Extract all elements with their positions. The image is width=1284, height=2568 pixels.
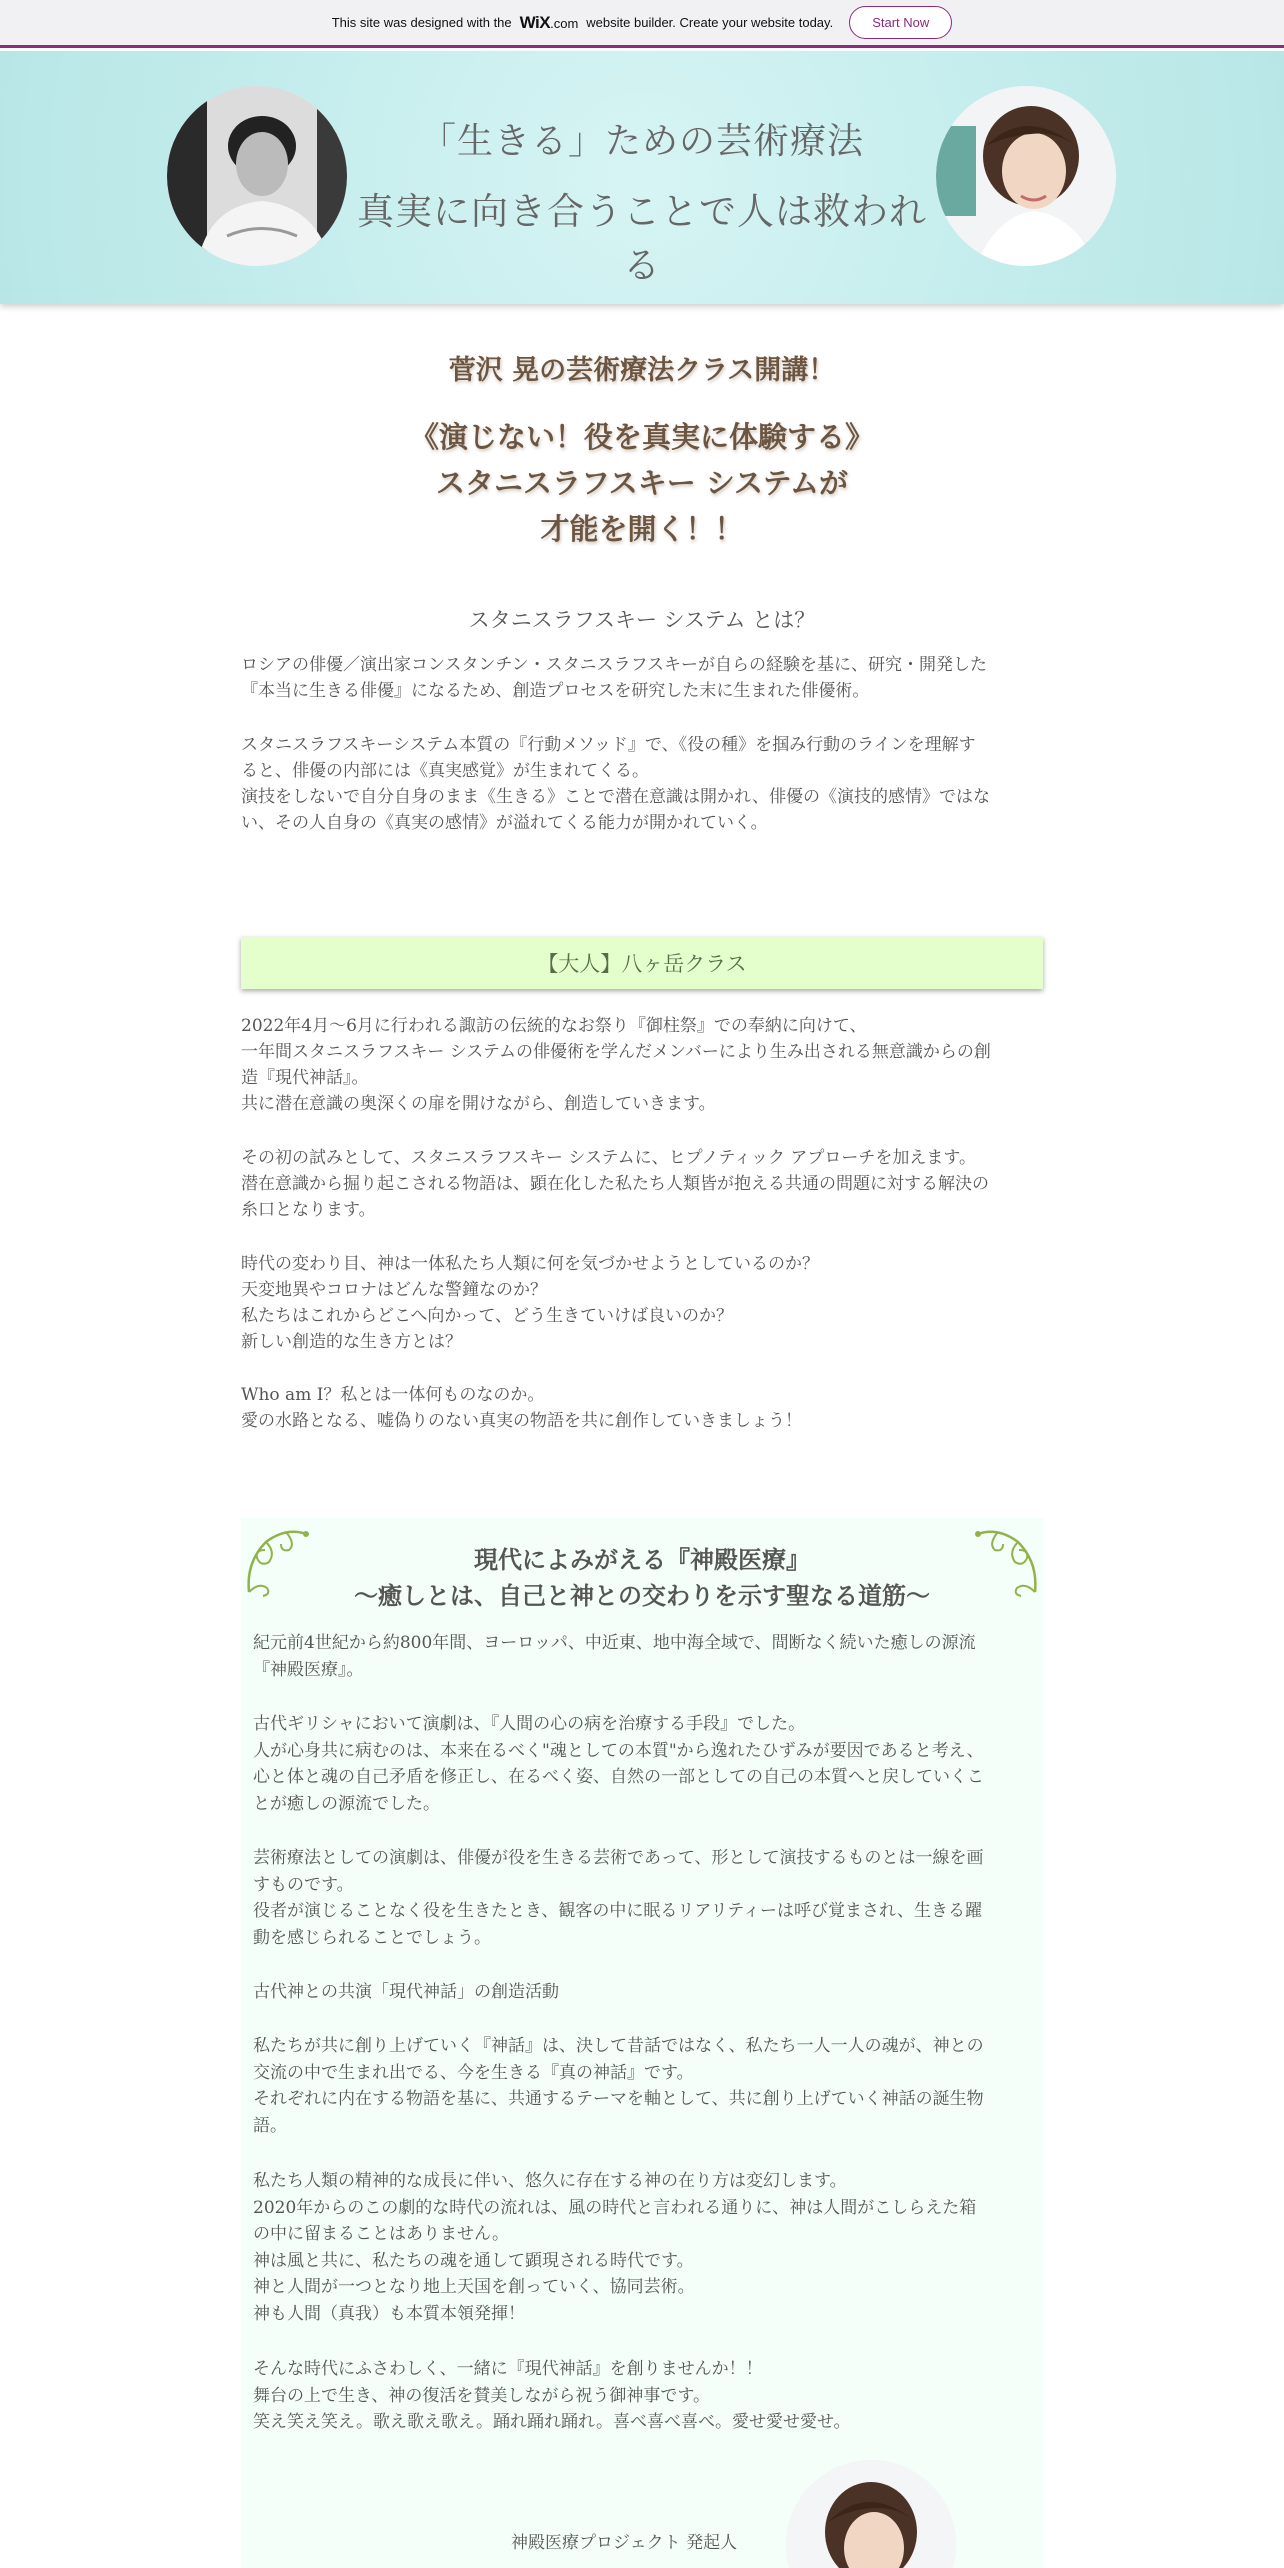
- founder-portrait-right: [936, 86, 1116, 266]
- about-paragraph-2: スタニスラフスキーシステム本質の『行動メソッド』で、《役の種》を掴み行動のラインを理解す ると、俳優の内部には《真実感覚》が生まれてくる。 演技をしないで自分自身のまま《生きる》ことで潜在意識は開かれ、俳優の《演技的感情》ではな い、その人自身の《真実の感情》が溢れてくる能力が開かれていく。: [241, 735, 991, 833]
- wix-banner-text-after: website builder. Create your website today.: [586, 15, 834, 30]
- wix-banner: [0, 0, 1284, 48]
- temple-paragraph-4: 古代神との共演「現代神話」の創造活動: [253, 1982, 559, 2002]
- temple-title: 現代によみがえる『神殿医療』: [474, 1545, 810, 1574]
- intro-tagline: [0, 414, 1284, 552]
- temple-paragraph-5: 私たちが共に創り上げていく『神話』は、決して昔話ではなく、私たち一人一人の魂が、神との 交流の中で生まれ出でる、今を生きる『真の神話』です。 それぞれに内在する物語を基に、共通するテーマを軸として、共に創り上げていく神話の誕生物 語。: [253, 2036, 984, 2136]
- tagline-line: 《演じない！役を真実に体験する》: [409, 420, 874, 454]
- temple-paragraph-2: 古代ギリシャにおいて演劇は、『人間の心の病を治療する手段』でした。 人が心身共に病むのは、本来在るべく"魂としての本質"から逸れたひずみが要因であると考え、 心と体と魂の自己矛盾を修正し、在るべく姿、自然の一部としての自己の本質へと戻していくこ とが癒しの源流でした。: [253, 1714, 984, 1814]
- founder-portrait-small: [786, 2460, 956, 2568]
- temple-medicine-section: [241, 1518, 1043, 2568]
- site-header: [0, 51, 1284, 304]
- class-paragraph-1: 2022年4月〜6月に行われる諏訪の伝統的なお祭り『御柱祭』での奉納に向けて、 一年間スタニスラフスキー システムの俳優術を学んだメンバーにより生み出される無意識からの創 造『現代神話』。 共に潜在意識の奥深くの扉を開けながら、創造していきます。: [241, 1016, 991, 1114]
- founder-caption: 神殿医療プロジェクト 発起人: [511, 2533, 738, 2553]
- intro-title: 菅沢 晃の芸術療法クラス開講！: [448, 355, 836, 386]
- temple-subtitle: 〜癒しとは、自己と神との交わりを示す聖なる道筋〜: [354, 1581, 930, 1610]
- about-paragraph-1: ロシアの俳優／演出家コンスタンチン・スタニスラフスキーが自らの経験を基に、研究・開発した 『本当に生きる俳優』になるため、創造プロセスを研究した末に生まれた俳優術。: [241, 655, 987, 701]
- about-heading: スタニスラフスキー システム とは？: [468, 608, 816, 632]
- adult-class-banner: 【大人】八ヶ岳クラス: [241, 937, 1043, 989]
- start-now-button[interactable]: Start Now: [849, 6, 952, 39]
- tagline-line: 才能を開く！！: [540, 512, 744, 546]
- tagline-line: スタニスラフスキー システムが: [435, 466, 849, 500]
- temple-paragraph-6: 私たち人類の精神的な成長に伴い、悠久に存在する神の在り方は変幻します。 2020年からのこの劇的な時代の流れは、風の時代と言われる通りに、神は人間がこしらえた箱 の中に留まることはありません。 神は風と共に、私たちの魂を通して顕現される時代です。 神と人間が一つとなり地上天国を創っていく、協同芸術。 神も人間（真我）も本質本領発揮！: [253, 2171, 977, 2324]
- class-paragraph-2: その初の試みとして、スタニスラフスキー システムに、ヒプノティック アプローチを加えます。 潜在意識から掘り起こされる物語は、顕在化した私たち人類皆が抱える共通の問題に対する解決の 糸口となります。: [241, 1148, 989, 1220]
- temple-paragraph-1: 紀元前4世紀から約800年間、ヨーロッパ、中近東、地中海全域で、間断なく続いた癒しの源流 『神殿医療』。: [253, 1633, 976, 1680]
- header-title-line2: 真実に向き合うことで人は救われる: [357, 190, 927, 287]
- wix-banner-text-before: This site was designed with the: [331, 15, 512, 30]
- class-paragraph-3: 時代の変わり目、神は一体私たち人類に何を気づかせようとしているのか？ 天変地異やコロナはどんな警鐘なのか？ 私たちはこれからどこへ向かって、どう生きていけば良いのか？ 新しい創造的な生き方とは？: [241, 1254, 819, 1352]
- class-paragraph-4: Who am I？私とは一体何ものなのか。 愛の水路となる、嘘偽りのない真実の物語を共に創作していきましょう！: [241, 1385, 802, 1431]
- temple-paragraph-7: そんな時代にふさわしく、一緒に『現代神話』を創りませんか！！ 舞台の上で生き、神の復活を賛美しながら祝う御神事です。 笑え笑え笑え。歌え歌え歌え。踊れ踊れ踊れ。喜べ喜べ喜べ。愛せ愛せ愛せ。: [253, 2359, 851, 2432]
- temple-paragraph-3: 芸術療法としての演劇は、俳優が役を生きる芸術であって、形として演技するものとは一線を画 すものです。 役者が演じることなく役を生きたとき、観客の中に眠るリアリティーは呼び覚まされ、生きる躍 動を感じられることでしょう。: [253, 1848, 984, 1948]
- wix-logo: WiX.com: [519, 12, 579, 32]
- header-title-line1: 「生きる」ための芸術療法: [419, 121, 864, 162]
- founder-portrait-left: [167, 86, 347, 266]
